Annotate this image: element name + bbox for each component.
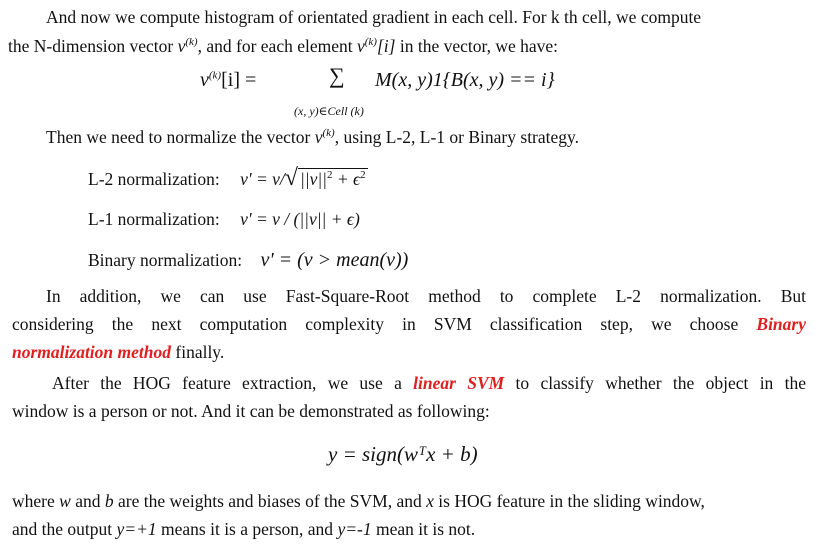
vki-symbol: v <box>356 36 365 56</box>
paragraph-svm-line1 <box>12 369 806 397</box>
text-classify: to classify whether the object in the <box>504 373 807 393</box>
equation-sum-sign: ∑ <box>329 63 345 88</box>
paragraph-addition <box>12 282 806 366</box>
norm-l2-formula-b: ||v|| <box>299 169 327 189</box>
var-y-minus: y=-1 <box>337 519 372 539</box>
vector-vk-2 <box>315 127 335 147</box>
norm-l2-formula <box>240 165 368 191</box>
eq1-lhs-symbol: v <box>200 69 209 91</box>
eq1-lhs-index: [i] = <box>221 69 257 91</box>
paragraph-addition-line2 <box>12 310 806 338</box>
norm-l2-label: L-2 normalization: <box>88 169 220 189</box>
paragraph-where-line1 <box>12 487 810 515</box>
paragraph-where-line2 <box>12 515 810 543</box>
var-w: w <box>59 491 71 511</box>
highlight-binary: Binary <box>756 314 806 334</box>
paragraph-where <box>12 487 810 543</box>
element-vki <box>357 36 395 56</box>
text-weights: are the weights and biases of the SVM, and <box>113 491 427 511</box>
vki-superscript: (k) <box>364 36 377 49</box>
text-finally: finally. <box>171 342 225 362</box>
text-person: means it is a person, and <box>156 519 338 539</box>
var-x: x <box>426 491 434 511</box>
paragraph-svm-line2: window is a person or not. And it can be demonstrated as following: <box>12 401 490 421</box>
text-output: and the output <box>12 519 117 539</box>
vk-symbol: v <box>177 36 186 56</box>
equation-histogram-rhs: M(x, y)1{B(x, y) == i} <box>375 69 555 91</box>
paragraph-histogram-line2 <box>8 32 808 60</box>
vki-index: [i] <box>376 36 396 56</box>
paragraph-normalize <box>46 123 806 151</box>
paragraph-svm <box>12 369 806 425</box>
equation-svm: y = sign(wᵀx + b) <box>328 442 478 466</box>
equation-histogram <box>200 66 256 94</box>
var-y-plus: y=+1 <box>116 519 157 539</box>
norm-l2-power: 2 <box>326 169 333 182</box>
text-not: mean it is not. <box>371 519 476 539</box>
highlight-linear-svm: linear SVM <box>413 373 505 393</box>
text-where: where <box>12 491 60 511</box>
text-after-hog: After the HOG feature extraction, we use a <box>52 373 414 393</box>
norm-binary-formula: v' = (v > mean(v)) <box>260 249 409 271</box>
text-and-1: and <box>70 491 105 511</box>
norm-binary <box>88 246 408 274</box>
text-strategy: , using L-2, L-1 or Binary strategy. <box>334 127 580 147</box>
sqrt-symbol: √ $||v||^2 + \epsilon^2$ <box>284 165 366 191</box>
text-we-have: in the vector, we have: <box>395 36 559 56</box>
text-element-intro: , and for each element <box>197 36 357 56</box>
text-vector-intro: the N-dimension vector <box>8 36 178 56</box>
norm-l1-label: L-1 normalization: <box>88 209 220 229</box>
var-b: b <box>104 491 114 511</box>
vk2-superscript: (k) <box>322 127 335 140</box>
norm-l1 <box>88 205 360 233</box>
vector-vk <box>178 36 198 56</box>
text-considering: considering the next computation complexity in SVM classification step, we choose <box>12 314 757 334</box>
norm-l2-eps-power: 2 <box>360 169 366 182</box>
text-normalize-intro: Then we need to normalize the vector <box>46 127 315 147</box>
eq1-lhs-superscript: (k) <box>208 69 222 82</box>
norm-l2 <box>88 164 368 193</box>
norm-l2-formula-c: + ϵ <box>336 169 361 189</box>
norm-binary-label: Binary normalization: <box>88 250 243 270</box>
norm-l2-formula-a: v' = v/ <box>240 169 285 189</box>
highlight-normalization-method: normalization method <box>12 342 171 362</box>
paragraph-addition-line3 <box>12 338 806 366</box>
equation-sum-subscript: (x, y)∈Cell (k) <box>294 104 364 118</box>
norm-l1-formula: v' = v / (||v|| + ϵ) <box>240 209 360 229</box>
vk2-symbol: v <box>314 127 323 147</box>
paragraph-addition-line1: In addition, we can use Fast-Square-Root method to complete L-2 normalization. But <box>46 286 806 306</box>
paragraph-normalize-line <box>46 123 806 151</box>
paragraph-histogram-cont <box>8 32 808 60</box>
paragraph-histogram <box>46 3 806 31</box>
vk-superscript: (k) <box>185 36 198 49</box>
paragraph-histogram-line1: And now we compute histogram of orientated gradient in each cell. For k th cell, we compute <box>46 7 702 27</box>
text-hog-feature: is HOG feature in the sliding window, <box>433 491 705 511</box>
